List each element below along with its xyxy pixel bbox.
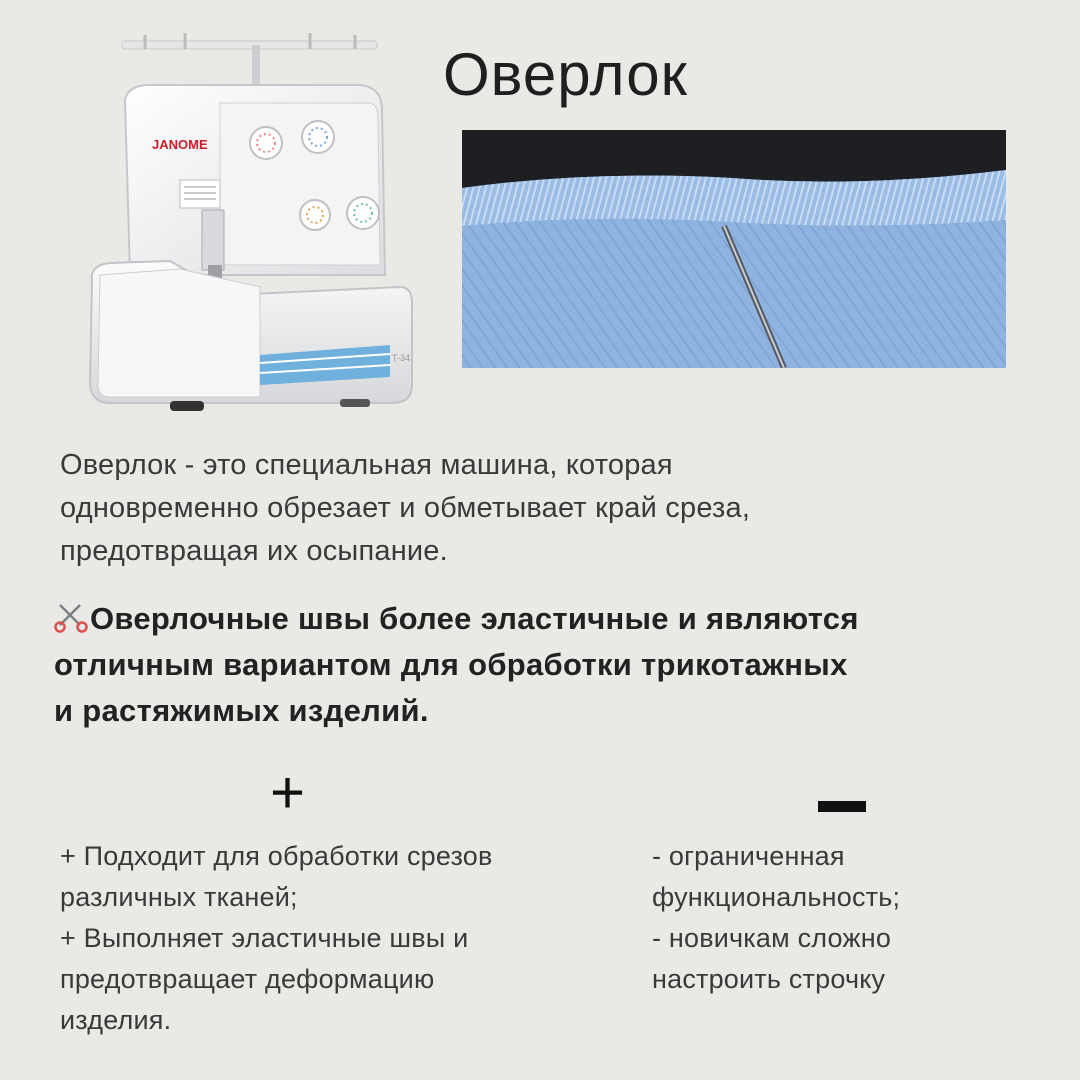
model-label: T-34	[392, 353, 411, 363]
scissors-icon	[54, 599, 88, 633]
cons-line: - новичкам сложно	[652, 923, 892, 953]
overlock-seam-photo	[462, 130, 1006, 368]
pros-line: + Выполняет эластичные швы и	[60, 923, 469, 953]
cons-line: - ограниченная	[652, 841, 845, 871]
highlight-line: отличным вариантом для обработки трикотажных	[54, 647, 848, 682]
highlight-line: и растяжимых изделий.	[54, 693, 429, 728]
page-title: Оверлок	[443, 41, 688, 108]
pros-line: различных тканей;	[60, 882, 298, 912]
pros-plus-sign: +	[270, 759, 306, 826]
pros-line: + Подходит для обработки срезов	[60, 841, 493, 871]
brand-label: JANOME	[152, 137, 208, 152]
description-line: Оверлок - это специальная машина, которая	[60, 449, 673, 481]
pros-line: изделия.	[60, 1005, 172, 1035]
cons-minus-sign	[818, 801, 866, 812]
highlight-text	[54, 596, 1034, 734]
description-line: одновременно обрезает и обметывает край среза,	[60, 492, 751, 524]
cons-line: настроить строчку	[652, 964, 886, 994]
overlock-machine-image	[70, 25, 430, 420]
pros-line: предотвращает деформацию	[60, 964, 435, 994]
pros-list	[60, 836, 620, 1041]
cons-list	[652, 836, 1052, 1000]
description-text	[60, 444, 1020, 573]
description-line: предотвращая их осыпание.	[60, 535, 448, 567]
cons-line: функциональность;	[652, 882, 901, 912]
highlight-line: Оверлочные швы более эластичные и являются	[90, 601, 859, 636]
